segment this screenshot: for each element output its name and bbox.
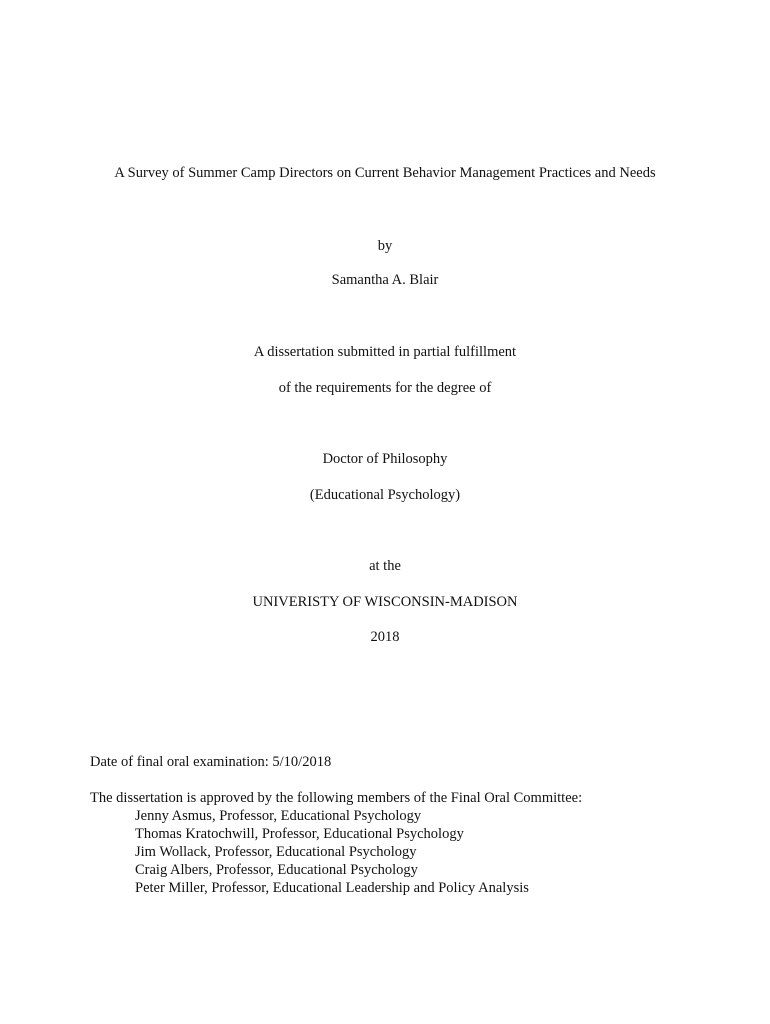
at-the-label: at the [369, 558, 401, 574]
committee-section [90, 789, 582, 897]
author-name: Samantha A. Blair [331, 272, 439, 288]
committee-member: Craig Albers, Professor, Educational Psychology [135, 862, 418, 878]
year: 2018 [370, 629, 400, 645]
dissertation-title: A Survey of Summer Camp Directors on Current Behavior Management Practices and Needs [114, 165, 656, 181]
submission-statement-line2: of the requirements for the degree of [278, 380, 492, 396]
committee-member: Jenny Asmus, Professor, Educational Psychology [135, 808, 422, 824]
committee-member: Peter Miller, Professor, Educational Leadership and Policy Analysis [135, 880, 529, 896]
committee-intro: The dissertation is approved by the following members of the Final Oral Committee: [90, 790, 583, 806]
committee-list [90, 807, 582, 897]
committee-member: Thomas Kratochwill, Professor, Educational Psychology [135, 826, 464, 842]
university-name: UNIVERISTY OF WISCONSIN-MADISON [252, 594, 518, 610]
by-label: by [377, 238, 393, 254]
degree-name: Doctor of Philosophy [322, 451, 448, 467]
degree-field: (Educational Psychology) [309, 487, 461, 503]
committee-member: Jim Wollack, Professor, Educational Psychology [135, 844, 417, 860]
exam-date: Date of final oral examination: 5/10/2018 [90, 754, 332, 770]
submission-statement-line1: A dissertation submitted in partial fulfillment [253, 344, 517, 360]
